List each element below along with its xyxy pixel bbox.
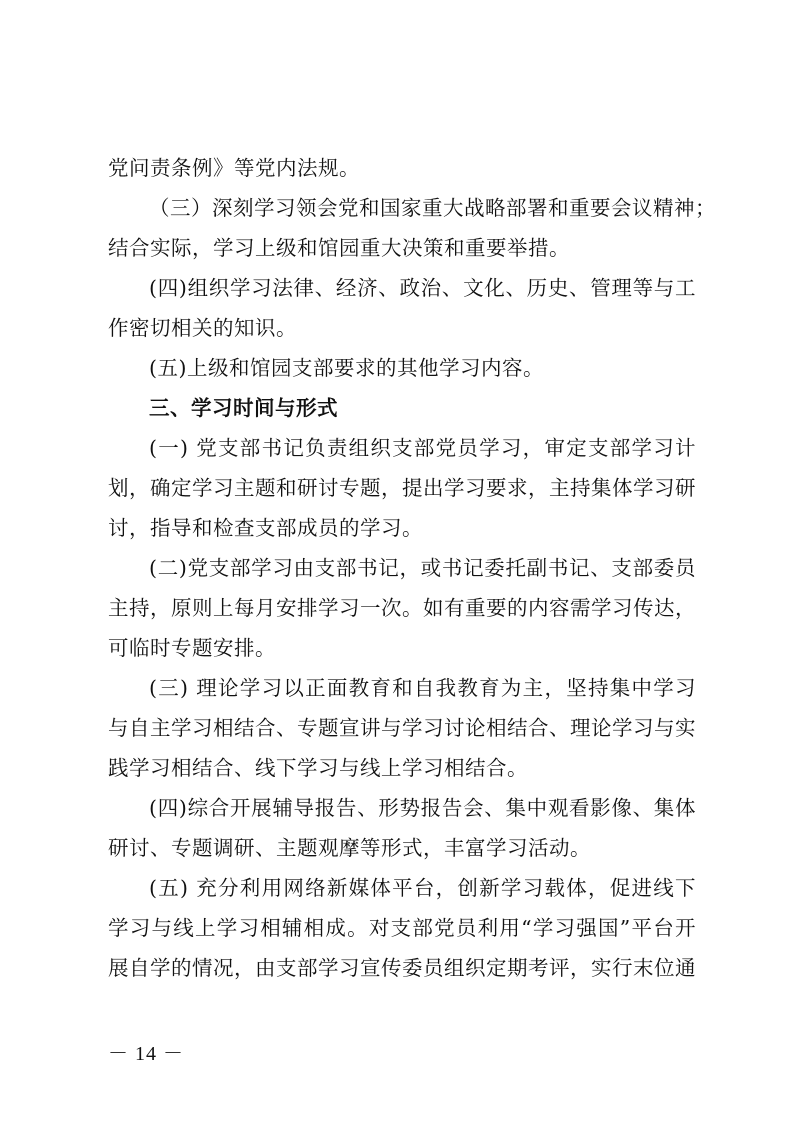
- paragraph-line: (五)上级和馆园支部要求的其他学习内容。: [149, 356, 544, 380]
- paragraph-line: 与自主学习相结合、专题宣讲与学习讨论相结合、理论学习与实: [108, 716, 696, 740]
- paragraph-line: 展自学的情况，由支部学习宣传委员组织定期考评，实行末位通: [108, 956, 696, 980]
- paragraph-line: (三) 理论学习以正面教育和自我教育为主，坚持集中学习: [149, 676, 696, 700]
- paragraph-line: 践学习相结合、线下学习与线上学习相结合。: [108, 756, 528, 780]
- paragraph-line: 研讨、专题调研、主题观摩等形式，丰富学习活动。: [108, 836, 591, 860]
- paragraph-line: 讨，指导和检查支部成员的学习。: [108, 516, 423, 540]
- paragraph-line: 学习与线上学习相辅相成。对支部党员利用“学习强国”平台开: [108, 916, 696, 940]
- paragraph-line: 主持，原则上每月安排学习一次。如有重要的内容需学习传达，: [108, 596, 696, 620]
- paragraph-line: (五) 充分利用网络新媒体平台，创新学习载体，促进线下: [149, 876, 696, 900]
- section-heading: 三、学习时间与形式: [149, 396, 338, 420]
- page-number: － 14 －: [108, 1043, 184, 1065]
- paragraph-line: (四)组织学习法律、经济、政治、文化、历史、管理等与工: [149, 276, 696, 300]
- paragraph-line: 划，确定学习主题和研讨专题，提出学习要求，主持集体学习研: [108, 476, 696, 500]
- document-body: [108, 148, 716, 988]
- paragraph-line: 可临时专题安排。: [108, 636, 276, 660]
- paragraph-line: (四)综合开展辅导报告、形势报告会、集中观看影像、集体: [149, 796, 696, 820]
- paragraph-line: 结合实际，学习上级和馆园重大决策和重要举措。: [108, 236, 570, 260]
- paragraph-line: (二)党支部学习由支部书记，或书记委托副书记、支部委员: [149, 556, 696, 580]
- paragraph-line: 党问责条例》等党内法规。: [108, 156, 360, 180]
- paragraph-line: (一) 党支部书记负责组织支部党员学习，审定支部学习计: [149, 436, 696, 460]
- paragraph-line: 作密切相关的知识。: [108, 316, 297, 340]
- paragraph-line: （三）深刻学习领会党和国家重大战略部署和重要会议精神；: [149, 196, 716, 220]
